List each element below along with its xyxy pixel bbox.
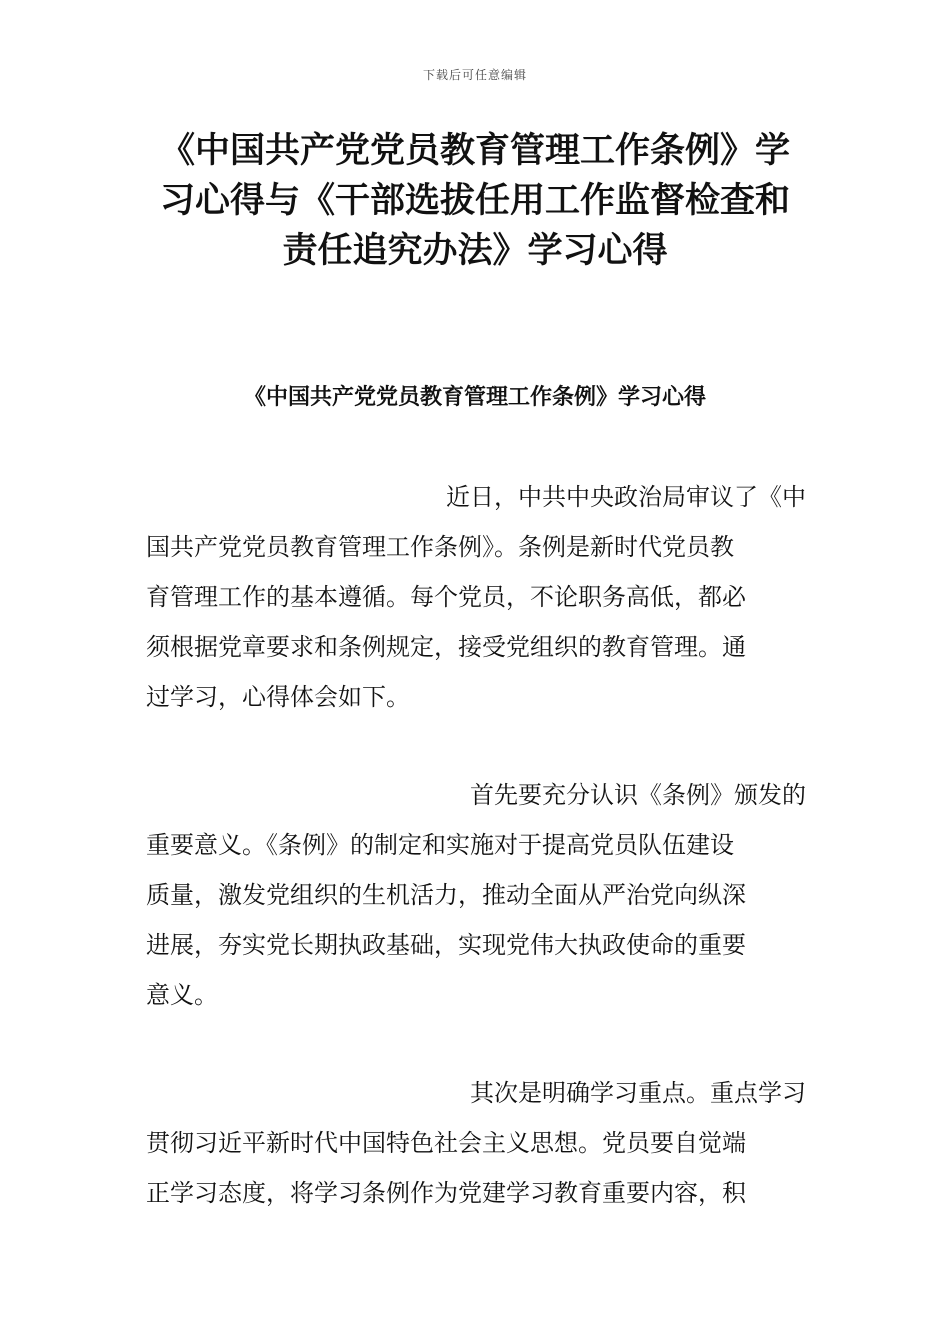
- paragraph-line: 首先要充分认识《条例》颁发的: [470, 781, 806, 809]
- paragraph-line: 贯彻习近平新时代中国特色社会主义思想。党员要自觉端: [146, 1129, 746, 1157]
- paragraph-line: 其次是明确学习重点。重点学习: [470, 1079, 806, 1107]
- paragraph-line: 质量，激发党组织的生机活力，推动全面从严治党向纵深: [146, 881, 746, 909]
- paragraph-line: 意义。: [146, 981, 218, 1009]
- title-line: 责任追究办法》学习心得: [282, 231, 668, 271]
- title-line: 《中国共产党党员教育管理工作条例》学: [159, 131, 790, 171]
- header-note: 下载后可任意编辑: [422, 68, 527, 82]
- paragraph-line: 过学习，心得体会如下。: [146, 683, 410, 711]
- paragraph-line: 须根据党章要求和条例规定，接受党组织的教育管理。通: [146, 633, 746, 661]
- paragraph-line: 近日，中共中央政治局审议了《中: [446, 483, 806, 511]
- paragraph-line: 育管理工作的基本遵循。每个党员，不论职务高低，都必: [146, 583, 746, 611]
- document-title: [140, 126, 810, 276]
- paragraph-3: [146, 1068, 806, 1218]
- paragraph-2: [146, 770, 806, 1020]
- paragraph-1: [146, 472, 806, 722]
- paragraph-line: 正学习态度，将学习条例作为党建学习教育重要内容，积: [146, 1179, 746, 1207]
- paragraph-line: 进展，夯实党长期执政基础，实现党伟大执政使命的重要: [146, 931, 746, 959]
- paragraph-line: 国共产党党员教育管理工作条例》。条例是新时代党员教: [146, 533, 734, 561]
- paragraph-line: 重要意义。《条例》的制定和实施对于提高党员队伍建设: [146, 831, 734, 859]
- section-title: 《中国共产党党员教育管理工作条例》学习心得: [243, 384, 706, 410]
- title-line: 习心得与《干部选拔任用工作监督检查和: [159, 181, 790, 221]
